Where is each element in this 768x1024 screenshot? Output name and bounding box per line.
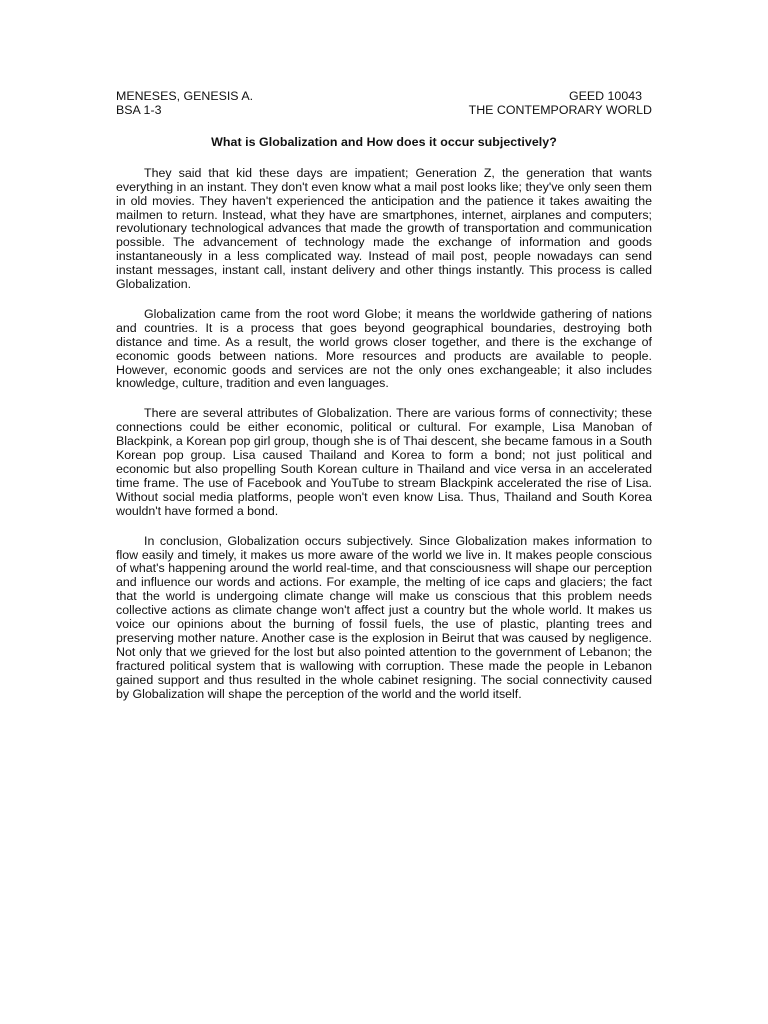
essay-paragraph: There are several attributes of Globalization. There are various forms of connectivity; these connections could be either economic, political or cultural. For example, Lisa Manoban of Blackpink, a Korean pop girl group, though she is of Thai descent, she became famous in a South Korean pop group. Lisa caused Thailand and Korea to form a bond; not just political and economic but also propelling South Korean culture in Thailand and vice versa in an accelerated time frame. The use of Facebook and YouTube to stream Blackpink accelerated the rise of Lisa. Without social media platforms, people won't even know Lisa. Thus, Thailand and South Korea wouldn't have formed a bond. <box>116 406 652 518</box>
essay-body <box>116 167 652 702</box>
course-code: GEED 10043 <box>568 89 642 103</box>
header-row-1 <box>116 89 652 103</box>
essay-paragraph: In conclusion, Globalization occurs subjectively. Since Globalization makes information to flow easily and timely, it makes us more aware of the world we live in. It makes people conscious of what's happening around the world real-time, and that consciousness will shape our perception and influence our words and actions. For example, the melting of ice caps and glaciers; the fact that the world is undergoing climate change will make us conscious that this problem needs collective actions as climate change won't affect just a country but the whole world. It makes us voice our opinions about the burning of fossil fuels, the use of plastic, planting trees and preserving mother nature. Another case is the explosion in Beirut that was caused by negligence. Not only that we grieved for the lost but also pointed attention to the government of Lebanon; the fractured political system that is wallowing with corruption. These made the people in Lebanon gained support and thus resulted in the whole cabinet resigning. The social connectivity caused by Globalization will shape the perception of the world and the world itself. <box>116 533 652 701</box>
course-title: THE CONTEMPORARY WORLD <box>468 103 652 118</box>
student-name: MENESES, GENESIS A. <box>116 89 254 103</box>
essay-title: What is Globalization and How does it occur subjectively? <box>211 134 557 149</box>
section: BSA 1-3 <box>116 103 162 118</box>
document-page <box>116 89 652 718</box>
header-row-2 <box>116 103 652 117</box>
essay-paragraph: Globalization came from the root word Globe; it means the worldwide gathering of nations and countries. It is a process that goes beyond geographical boundaries, destroying both distance and time. As a result, the world grows closer together, and there is the exchange of economic goods between nations. More resources and products are available to people. However, economic goods and services are not the only ones exchangeable; it also includes knowledge, culture, tradition and even languages. <box>116 306 652 391</box>
essay-paragraph: They said that kid these days are impatient; Generation Z, the generation that wants everything in an instant. They don't even know what a mail post looks like; they've only seen them in old movies. They haven't experienced the anticipation and the patience it takes awaiting the mailmen to return. Instead, what they have are smartphones, internet, airplanes and computers; revolutionary technological advances that made the growth of transportation and communication possible. The advancement of technology made the exchange of information and goods instantaneously in a less complicated way. Instead of mail post, people nowadays can send instant messages, instant call, instant delivery and other things instantly. This process is called Globalization. <box>116 165 652 292</box>
